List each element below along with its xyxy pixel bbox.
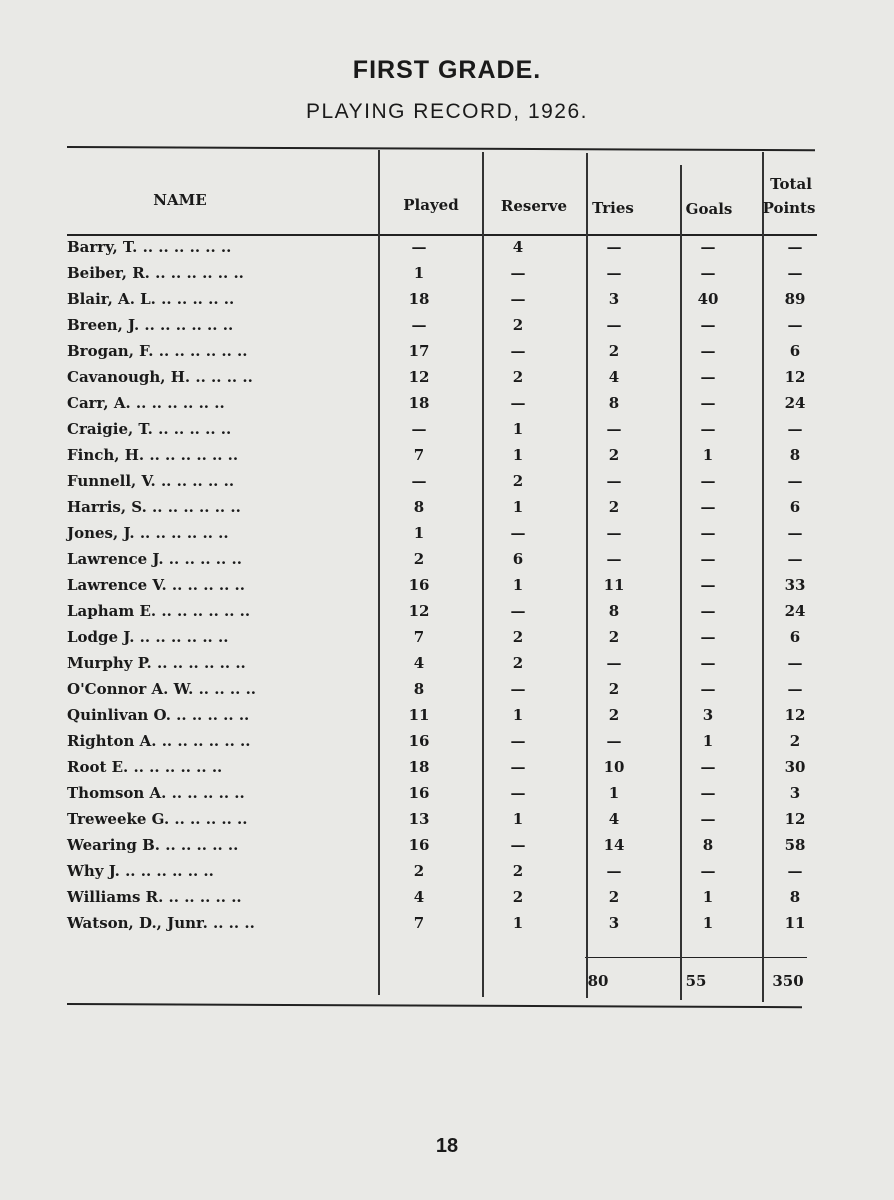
goals-cell: —	[700, 654, 716, 672]
goals-cell: —	[700, 342, 716, 360]
points-cell: 8	[789, 446, 801, 464]
points-cell: —	[787, 654, 803, 672]
played-cell: 8	[413, 680, 425, 698]
tries-cell: 4	[608, 810, 620, 828]
tries-cell: 2	[608, 888, 620, 906]
goals-cell: —	[700, 524, 716, 542]
player-name: Righton A. .. .. .. .. .. ..	[67, 732, 251, 750]
reserve-cell: 6	[512, 550, 524, 568]
points-cell: 11	[784, 914, 806, 932]
player-name: Thomson A. .. .. .. .. ..	[67, 784, 245, 802]
table-bottom-rule	[67, 1003, 802, 1008]
table-row	[0, 784, 894, 810]
total-goals: 55	[685, 972, 707, 990]
played-cell: 18	[408, 290, 430, 308]
played-cell: 1	[413, 524, 425, 542]
points-cell: 6	[789, 342, 801, 360]
tries-cell: 14	[603, 836, 625, 854]
reserve-cell: 2	[512, 628, 524, 646]
reserve-cell: 2	[512, 862, 524, 880]
reserve-cell: 1	[512, 420, 524, 438]
table-row	[0, 654, 894, 680]
goals-cell: —	[700, 472, 716, 490]
table-row	[0, 758, 894, 784]
table-row	[0, 368, 894, 394]
player-name: Watson, D., Junr. .. .. ..	[67, 914, 255, 932]
tries-cell: —	[606, 420, 622, 438]
tries-cell: 3	[608, 290, 620, 308]
tries-cell: 2	[608, 446, 620, 464]
played-cell: 17	[408, 342, 430, 360]
player-name: Lodge J. .. .. .. .. .. ..	[67, 628, 229, 646]
page-subtitle: PLAYING RECORD, 1926.	[305, 100, 589, 123]
goals-cell: —	[700, 628, 716, 646]
header-points-line1: Total	[770, 175, 812, 193]
header-goals: Goals	[685, 200, 733, 218]
player-name: O'Connor A. W. .. .. .. ..	[67, 680, 257, 698]
tries-cell: 8	[608, 394, 620, 412]
header-played: Played	[403, 196, 459, 214]
totals-top-rule	[585, 957, 807, 958]
tries-cell: 2	[608, 498, 620, 516]
goals-cell: —	[700, 576, 716, 594]
points-cell: —	[787, 472, 803, 490]
table-row	[0, 628, 894, 654]
player-name: Why J. .. .. .. .. .. ..	[67, 862, 214, 880]
table-row	[0, 680, 894, 706]
reserve-cell: 2	[512, 316, 524, 334]
goals-cell: —	[700, 238, 716, 256]
player-name: Finch, H. .. .. .. .. .. ..	[67, 446, 239, 464]
reserve-cell: —	[510, 264, 526, 282]
table-row	[0, 602, 894, 628]
reserve-cell: —	[510, 732, 526, 750]
reserve-cell: —	[510, 290, 526, 308]
player-name: Lawrence V. .. .. .. .. ..	[67, 576, 246, 594]
points-cell: —	[787, 550, 803, 568]
tries-cell: —	[606, 550, 622, 568]
reserve-cell: —	[510, 784, 526, 802]
table-row	[0, 888, 894, 914]
goals-cell: —	[700, 264, 716, 282]
reserve-cell: 1	[512, 810, 524, 828]
played-cell: 16	[408, 732, 430, 750]
reserve-cell: 2	[512, 368, 524, 386]
goals-cell: —	[700, 810, 716, 828]
reserve-cell: 1	[512, 576, 524, 594]
points-cell: —	[787, 238, 803, 256]
total-points: 350	[772, 972, 804, 990]
page-number: 18	[435, 1135, 459, 1157]
player-name: Harris, S. .. .. .. .. .. ..	[67, 498, 241, 516]
points-cell: 8	[789, 888, 801, 906]
points-cell: 6	[789, 628, 801, 646]
points-cell: —	[787, 316, 803, 334]
goals-cell: —	[700, 368, 716, 386]
player-name: Lapham E. .. .. .. .. .. ..	[67, 602, 251, 620]
points-cell: 3	[789, 784, 801, 802]
goals-cell: —	[700, 498, 716, 516]
played-cell: 7	[413, 914, 425, 932]
totals-row	[0, 972, 894, 996]
played-cell: 12	[408, 368, 430, 386]
played-cell: 4	[413, 888, 425, 906]
points-cell: 24	[784, 394, 806, 412]
tries-cell: 2	[608, 680, 620, 698]
played-cell: —	[411, 472, 427, 490]
played-cell: 16	[408, 836, 430, 854]
goals-cell: 3	[702, 706, 714, 724]
played-cell: 16	[408, 576, 430, 594]
table-row	[0, 732, 894, 758]
points-cell: 12	[784, 368, 806, 386]
played-cell: —	[411, 420, 427, 438]
player-name: Craigie, T. .. .. .. .. ..	[67, 420, 232, 438]
table-row	[0, 472, 894, 498]
tries-cell: 11	[603, 576, 625, 594]
player-name: Beiber, R. .. .. .. .. .. ..	[67, 264, 244, 282]
played-cell: 2	[413, 550, 425, 568]
played-cell: —	[411, 238, 427, 256]
page-title: FIRST GRADE.	[352, 56, 542, 84]
tries-cell: 8	[608, 602, 620, 620]
header-points-line2: Points	[762, 199, 816, 217]
points-cell: 58	[784, 836, 806, 854]
points-cell: 2	[789, 732, 801, 750]
reserve-cell: —	[510, 394, 526, 412]
table-row	[0, 264, 894, 290]
table-row	[0, 836, 894, 862]
reserve-cell: 4	[512, 238, 524, 256]
tries-cell: —	[606, 238, 622, 256]
table-row	[0, 342, 894, 368]
points-cell: 24	[784, 602, 806, 620]
table-row	[0, 316, 894, 342]
points-cell: —	[787, 680, 803, 698]
table-row	[0, 498, 894, 524]
points-cell: —	[787, 862, 803, 880]
reserve-cell: —	[510, 758, 526, 776]
tries-cell: —	[606, 732, 622, 750]
player-name: Brogan, F. .. .. .. .. .. ..	[67, 342, 248, 360]
played-cell: 11	[408, 706, 430, 724]
table-row	[0, 290, 894, 316]
reserve-cell: —	[510, 342, 526, 360]
reserve-cell: 2	[512, 472, 524, 490]
played-cell: 12	[408, 602, 430, 620]
tries-cell: 10	[603, 758, 625, 776]
player-name: Barry, T. .. .. .. .. .. ..	[67, 238, 232, 256]
reserve-cell: 1	[512, 446, 524, 464]
player-name: Blair, A. L. .. .. .. .. ..	[67, 290, 235, 308]
player-name: Murphy P. .. .. .. .. .. ..	[67, 654, 246, 672]
played-cell: 4	[413, 654, 425, 672]
points-cell: —	[787, 420, 803, 438]
table-row	[0, 706, 894, 732]
played-cell: —	[411, 316, 427, 334]
played-cell: 8	[413, 498, 425, 516]
header-bottom-rule	[67, 234, 817, 236]
reserve-cell: —	[510, 680, 526, 698]
table-row	[0, 576, 894, 602]
player-name: Breen, J. .. .. .. .. .. ..	[67, 316, 234, 334]
reserve-cell: —	[510, 836, 526, 854]
tries-cell: 2	[608, 706, 620, 724]
goals-cell: —	[700, 316, 716, 334]
tries-cell: —	[606, 316, 622, 334]
tries-cell: —	[606, 472, 622, 490]
tries-cell: 2	[608, 628, 620, 646]
goals-cell: —	[700, 862, 716, 880]
table-row	[0, 914, 894, 940]
reserve-cell: —	[510, 524, 526, 542]
tries-cell: —	[606, 264, 622, 282]
reserve-cell: 2	[512, 654, 524, 672]
reserve-cell: 2	[512, 888, 524, 906]
played-cell: 13	[408, 810, 430, 828]
points-cell: 6	[789, 498, 801, 516]
goals-cell: —	[700, 420, 716, 438]
player-name: Treweeke G. .. .. .. .. ..	[67, 810, 248, 828]
played-cell: 7	[413, 628, 425, 646]
tries-cell: —	[606, 524, 622, 542]
table-row	[0, 420, 894, 446]
header-tries: Tries	[592, 199, 634, 217]
tries-cell: 1	[608, 784, 620, 802]
tries-cell: 2	[608, 342, 620, 360]
played-cell: 1	[413, 264, 425, 282]
player-name: Lawrence J. .. .. .. .. ..	[67, 550, 242, 568]
table-row	[0, 810, 894, 836]
played-cell: 2	[413, 862, 425, 880]
points-cell: —	[787, 524, 803, 542]
player-name: Funnell, V. .. .. .. .. ..	[67, 472, 235, 490]
reserve-cell: —	[510, 602, 526, 620]
reserve-cell: 1	[512, 706, 524, 724]
header-name: NAME	[153, 191, 207, 209]
player-name: Root E. .. .. .. .. .. ..	[67, 758, 223, 776]
player-name: Jones, J. .. .. .. .. .. ..	[67, 524, 229, 542]
goals-cell: 1	[702, 914, 714, 932]
played-cell: 18	[408, 394, 430, 412]
goals-cell: 40	[697, 290, 719, 308]
player-name: Williams R. .. .. .. .. ..	[67, 888, 242, 906]
points-cell: 33	[784, 576, 806, 594]
points-cell: —	[787, 264, 803, 282]
player-name: Wearing B. .. .. .. .. ..	[67, 836, 239, 854]
tries-cell: —	[606, 862, 622, 880]
points-cell: 12	[784, 810, 806, 828]
played-cell: 16	[408, 784, 430, 802]
goals-cell: —	[700, 784, 716, 802]
table-row	[0, 862, 894, 888]
goals-cell: —	[700, 550, 716, 568]
points-cell: 89	[784, 290, 806, 308]
table-top-rule	[67, 146, 815, 151]
reserve-cell: 1	[512, 498, 524, 516]
reserve-cell: 1	[512, 914, 524, 932]
goals-cell: 1	[702, 888, 714, 906]
table-row	[0, 550, 894, 576]
table-row	[0, 238, 894, 264]
goals-cell: 8	[702, 836, 714, 854]
table-row	[0, 394, 894, 420]
goals-cell: —	[700, 680, 716, 698]
tries-cell: 4	[608, 368, 620, 386]
table-row	[0, 524, 894, 550]
tries-cell: —	[606, 654, 622, 672]
player-name: Carr, A. .. .. .. .. .. ..	[67, 394, 225, 412]
player-name: Cavanough, H. .. .. .. ..	[67, 368, 253, 386]
goals-cell: 1	[702, 732, 714, 750]
player-name: Quinlivan O. .. .. .. .. ..	[67, 706, 250, 724]
played-cell: 7	[413, 446, 425, 464]
goals-cell: —	[700, 394, 716, 412]
table-row	[0, 446, 894, 472]
played-cell: 18	[408, 758, 430, 776]
total-tries: 80	[587, 972, 609, 990]
tries-cell: 3	[608, 914, 620, 932]
goals-cell: —	[700, 758, 716, 776]
points-cell: 30	[784, 758, 806, 776]
goals-cell: —	[700, 602, 716, 620]
header-reserve: Reserve	[500, 197, 568, 215]
goals-cell: 1	[702, 446, 714, 464]
points-cell: 12	[784, 706, 806, 724]
